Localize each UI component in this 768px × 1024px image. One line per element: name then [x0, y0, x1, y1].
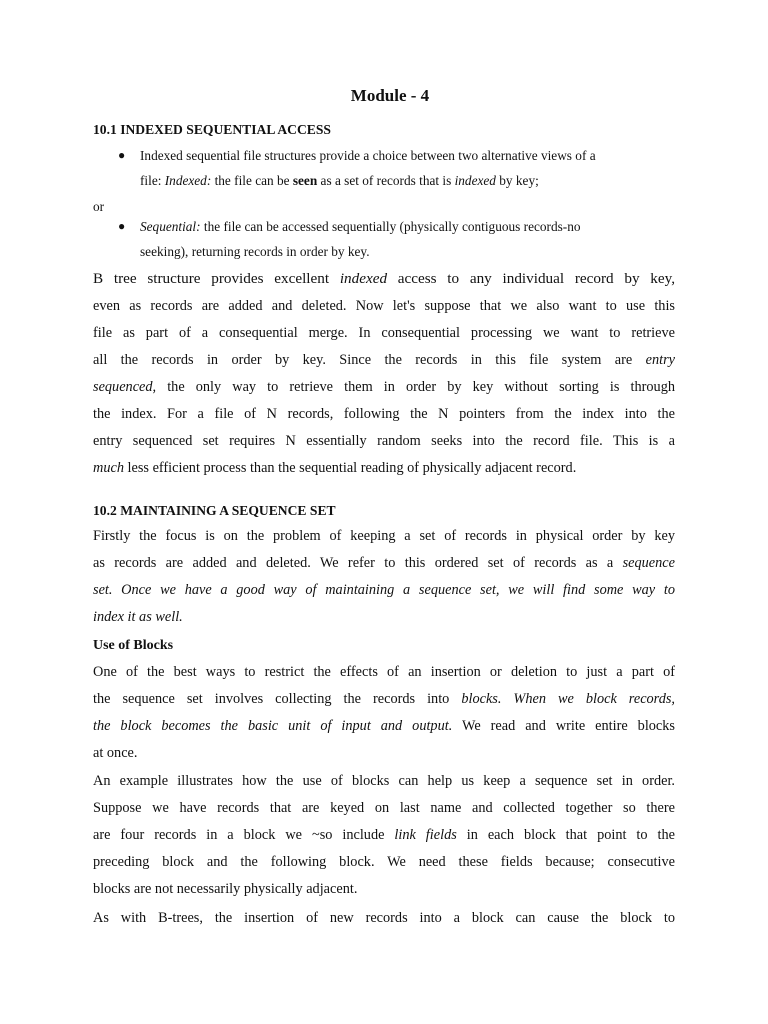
text-line: as records are added and deleted. We refer to this ordered set of records as a sequence: [93, 555, 675, 571]
text-line: As with B-trees, the insertion of new records into a block can cause the block to: [93, 910, 675, 926]
text-line: even as records are added and deleted. Now let's suppose that we also want to use this: [93, 298, 675, 314]
or-text: or: [93, 199, 105, 214]
text-line: at once.: [93, 745, 138, 761]
bullet-line: Indexed sequential file structures provide a choice between two alternative views of a: [140, 148, 596, 163]
bullet-line: file: Indexed: the file can be seen as a set of records that is indexed by key;: [140, 173, 539, 188]
bullet-icon: ●: [118, 148, 126, 162]
text-line: the index. For a file of N records, following the N pointers from the index into the: [93, 406, 675, 422]
text-line: all the records in order by key. Since the records in this file system are entry: [93, 352, 675, 368]
bullet-line: seeking), returning records in order by key.: [140, 244, 370, 259]
text-line: entry sequenced set requires N essentially random seeks into the record file. This is a: [93, 433, 675, 449]
subheading-use-of-blocks: Use of Blocks: [93, 638, 174, 653]
text-line: Firstly the focus is on the problem of keeping a set of records in physical order by key: [93, 528, 675, 544]
text-line: preceding block and the following block. We need these fields because; consecutive: [93, 854, 675, 870]
text-line: set. Once we have a good way of maintaining a sequence set, we will find some way to: [93, 582, 675, 598]
page-title: Module - 4: [350, 86, 430, 105]
text-line: sequenced, the only way to retrieve them in order by key without sorting is through: [93, 379, 675, 395]
text-line: the block becomes the basic unit of input and output. We read and write entire blocks: [93, 718, 675, 734]
text-line: the sequence set involves collecting the records into blocks. When we block records,: [93, 691, 676, 707]
text-line: One of the best ways to restrict the effects of an insertion or deletion to just a part of: [93, 664, 675, 680]
text-line: are four records in a block we ~so include link fields in each block that point to the: [93, 827, 675, 843]
text-line: An example illustrates how the use of blocks can help us keep a sequence set in order.: [93, 773, 675, 789]
text-line: Suppose we have records that are keyed on last name and collected together so there: [93, 800, 675, 816]
text-line: file as part of a consequential merge. In consequential processing we want to retrieve: [93, 325, 675, 341]
text-line: B tree structure provides excellent indexed access to any individual record by key,: [93, 270, 676, 287]
bullet-line: Sequential: the file can be accessed sequentially (physically contiguous records-no: [140, 219, 581, 234]
text-line: index it as well.: [93, 609, 183, 625]
section-heading-indexed-sequential-access: 10.1 INDEXED SEQUENTIAL ACCESS: [93, 122, 331, 137]
section-heading-maintaining-sequence-set: 10.2 MAINTAINING A SEQUENCE SET: [93, 503, 336, 518]
bullet-icon: ●: [118, 219, 126, 233]
text-line: much less efficient process than the sequential reading of physically adjacent record.: [93, 460, 577, 476]
text-line: blocks are not necessarily physically adjacent.: [93, 881, 358, 897]
